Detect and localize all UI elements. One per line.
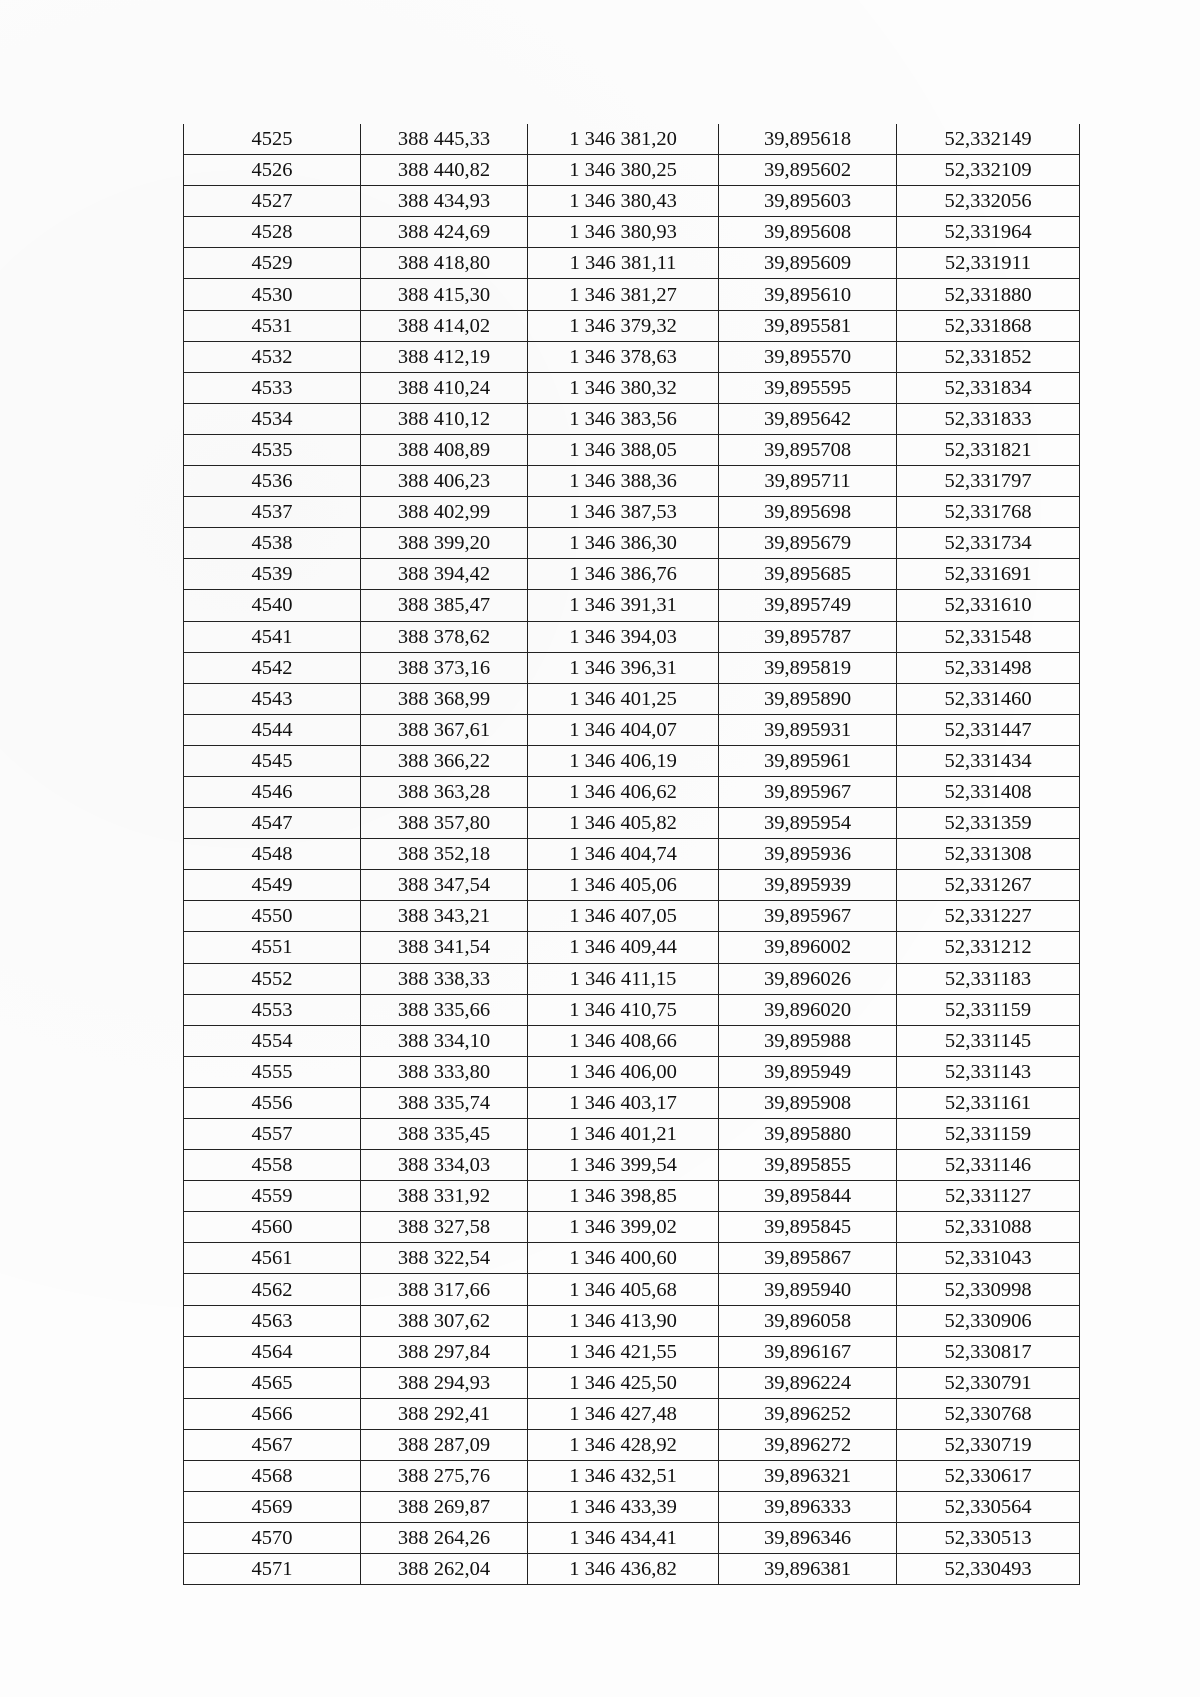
latitude-cell: 52,331161 xyxy=(897,1087,1080,1118)
table-row xyxy=(184,621,1080,652)
table-row xyxy=(184,1243,1080,1274)
y-coordinate-cell: 1 346 380,43 xyxy=(528,186,719,217)
longitude-cell: 39,895931 xyxy=(719,714,897,745)
y-coordinate-cell: 1 346 394,03 xyxy=(528,621,719,652)
x-coordinate-cell: 388 317,66 xyxy=(361,1274,528,1305)
y-coordinate-cell: 1 346 403,17 xyxy=(528,1087,719,1118)
y-coordinate-cell: 1 346 391,31 xyxy=(528,590,719,621)
latitude-cell: 52,331610 xyxy=(897,590,1080,621)
point-number-cell: 4556 xyxy=(184,1087,361,1118)
point-number-cell: 4558 xyxy=(184,1150,361,1181)
x-coordinate-cell: 388 322,54 xyxy=(361,1243,528,1274)
y-coordinate-cell: 1 346 421,55 xyxy=(528,1336,719,1367)
y-coordinate-cell: 1 346 427,48 xyxy=(528,1398,719,1429)
table-row xyxy=(184,1429,1080,1460)
y-coordinate-cell: 1 346 387,53 xyxy=(528,497,719,528)
table-row xyxy=(184,497,1080,528)
table-row xyxy=(184,1367,1080,1398)
point-number-cell: 4526 xyxy=(184,155,361,186)
point-number-cell: 4533 xyxy=(184,372,361,403)
x-coordinate-cell: 388 410,24 xyxy=(361,372,528,403)
longitude-cell: 39,895711 xyxy=(719,466,897,497)
longitude-cell: 39,895642 xyxy=(719,403,897,434)
longitude-cell: 39,895602 xyxy=(719,155,897,186)
x-coordinate-cell: 388 275,76 xyxy=(361,1461,528,1492)
x-coordinate-cell: 388 357,80 xyxy=(361,808,528,839)
latitude-cell: 52,331691 xyxy=(897,559,1080,590)
point-number-cell: 4538 xyxy=(184,528,361,559)
x-coordinate-cell: 388 347,54 xyxy=(361,870,528,901)
longitude-cell: 39,896020 xyxy=(719,994,897,1025)
longitude-cell: 39,895890 xyxy=(719,683,897,714)
point-number-cell: 4571 xyxy=(184,1554,361,1585)
point-number-cell: 4525 xyxy=(184,124,361,155)
longitude-cell: 39,895867 xyxy=(719,1243,897,1274)
longitude-cell: 39,895749 xyxy=(719,590,897,621)
point-number-cell: 4565 xyxy=(184,1367,361,1398)
longitude-cell: 39,896058 xyxy=(719,1305,897,1336)
point-number-cell: 4550 xyxy=(184,901,361,932)
latitude-cell: 52,331880 xyxy=(897,279,1080,310)
longitude-cell: 39,896224 xyxy=(719,1367,897,1398)
point-number-cell: 4544 xyxy=(184,714,361,745)
point-number-cell: 4549 xyxy=(184,870,361,901)
longitude-cell: 39,895844 xyxy=(719,1181,897,1212)
longitude-cell: 39,896026 xyxy=(719,963,897,994)
point-number-cell: 4551 xyxy=(184,932,361,963)
y-coordinate-cell: 1 346 407,05 xyxy=(528,901,719,932)
longitude-cell: 39,895954 xyxy=(719,808,897,839)
latitude-cell: 52,331145 xyxy=(897,1025,1080,1056)
table-row xyxy=(184,870,1080,901)
latitude-cell: 52,331127 xyxy=(897,1181,1080,1212)
y-coordinate-cell: 1 346 425,50 xyxy=(528,1367,719,1398)
point-number-cell: 4560 xyxy=(184,1212,361,1243)
latitude-cell: 52,330719 xyxy=(897,1429,1080,1460)
point-number-cell: 4539 xyxy=(184,559,361,590)
y-coordinate-cell: 1 346 381,27 xyxy=(528,279,719,310)
longitude-cell: 39,895949 xyxy=(719,1056,897,1087)
table-row xyxy=(184,1336,1080,1367)
table-row xyxy=(184,683,1080,714)
point-number-cell: 4566 xyxy=(184,1398,361,1429)
table-row xyxy=(184,528,1080,559)
longitude-cell: 39,895908 xyxy=(719,1087,897,1118)
point-number-cell: 4532 xyxy=(184,341,361,372)
longitude-cell: 39,895570 xyxy=(719,341,897,372)
latitude-cell: 52,330906 xyxy=(897,1305,1080,1336)
point-number-cell: 4534 xyxy=(184,403,361,434)
y-coordinate-cell: 1 346 388,36 xyxy=(528,466,719,497)
longitude-cell: 39,895679 xyxy=(719,528,897,559)
point-number-cell: 4553 xyxy=(184,994,361,1025)
latitude-cell: 52,331408 xyxy=(897,776,1080,807)
point-number-cell: 4546 xyxy=(184,776,361,807)
y-coordinate-cell: 1 346 406,00 xyxy=(528,1056,719,1087)
table-row xyxy=(184,1119,1080,1150)
latitude-cell: 52,331183 xyxy=(897,963,1080,994)
x-coordinate-cell: 388 363,28 xyxy=(361,776,528,807)
y-coordinate-cell: 1 346 401,25 xyxy=(528,683,719,714)
y-coordinate-cell: 1 346 399,02 xyxy=(528,1212,719,1243)
latitude-cell: 52,330564 xyxy=(897,1492,1080,1523)
table-row xyxy=(184,559,1080,590)
point-number-cell: 4562 xyxy=(184,1274,361,1305)
x-coordinate-cell: 388 440,82 xyxy=(361,155,528,186)
latitude-cell: 52,331159 xyxy=(897,994,1080,1025)
y-coordinate-cell: 1 346 404,74 xyxy=(528,839,719,870)
y-coordinate-cell: 1 346 413,90 xyxy=(528,1305,719,1336)
latitude-cell: 52,331434 xyxy=(897,745,1080,776)
point-number-cell: 4545 xyxy=(184,745,361,776)
table-row xyxy=(184,310,1080,341)
latitude-cell: 52,331447 xyxy=(897,714,1080,745)
y-coordinate-cell: 1 346 405,06 xyxy=(528,870,719,901)
y-coordinate-cell: 1 346 388,05 xyxy=(528,434,719,465)
x-coordinate-cell: 388 378,62 xyxy=(361,621,528,652)
point-number-cell: 4536 xyxy=(184,466,361,497)
x-coordinate-cell: 388 334,10 xyxy=(361,1025,528,1056)
point-number-cell: 4542 xyxy=(184,652,361,683)
table-row xyxy=(184,776,1080,807)
latitude-cell: 52,331460 xyxy=(897,683,1080,714)
latitude-cell: 52,331868 xyxy=(897,310,1080,341)
y-coordinate-cell: 1 346 398,85 xyxy=(528,1181,719,1212)
longitude-cell: 39,895787 xyxy=(719,621,897,652)
latitude-cell: 52,331146 xyxy=(897,1150,1080,1181)
table-row xyxy=(184,1305,1080,1336)
table-row xyxy=(184,839,1080,870)
table-row xyxy=(184,1523,1080,1554)
latitude-cell: 52,330768 xyxy=(897,1398,1080,1429)
point-number-cell: 4564 xyxy=(184,1336,361,1367)
table-row xyxy=(184,186,1080,217)
latitude-cell: 52,331143 xyxy=(897,1056,1080,1087)
point-number-cell: 4543 xyxy=(184,683,361,714)
latitude-cell: 52,331911 xyxy=(897,248,1080,279)
longitude-cell: 39,895939 xyxy=(719,870,897,901)
x-coordinate-cell: 388 410,12 xyxy=(361,403,528,434)
point-number-cell: 4563 xyxy=(184,1305,361,1336)
longitude-cell: 39,895988 xyxy=(719,1025,897,1056)
longitude-cell: 39,895880 xyxy=(719,1119,897,1150)
latitude-cell: 52,332149 xyxy=(897,124,1080,155)
point-number-cell: 4530 xyxy=(184,279,361,310)
latitude-cell: 52,331834 xyxy=(897,372,1080,403)
x-coordinate-cell: 388 385,47 xyxy=(361,590,528,621)
longitude-cell: 39,896333 xyxy=(719,1492,897,1523)
y-coordinate-cell: 1 346 381,20 xyxy=(528,124,719,155)
x-coordinate-cell: 388 343,21 xyxy=(361,901,528,932)
point-number-cell: 4568 xyxy=(184,1461,361,1492)
table-row xyxy=(184,745,1080,776)
latitude-cell: 52,331498 xyxy=(897,652,1080,683)
longitude-cell: 39,895845 xyxy=(719,1212,897,1243)
x-coordinate-cell: 388 262,04 xyxy=(361,1554,528,1585)
latitude-cell: 52,331212 xyxy=(897,932,1080,963)
table-row xyxy=(184,155,1080,186)
table-row xyxy=(184,1398,1080,1429)
point-number-cell: 4555 xyxy=(184,1056,361,1087)
y-coordinate-cell: 1 346 381,11 xyxy=(528,248,719,279)
y-coordinate-cell: 1 346 405,82 xyxy=(528,808,719,839)
table-row xyxy=(184,1274,1080,1305)
longitude-cell: 39,895936 xyxy=(719,839,897,870)
y-coordinate-cell: 1 346 432,51 xyxy=(528,1461,719,1492)
table-row xyxy=(184,808,1080,839)
table-row xyxy=(184,901,1080,932)
x-coordinate-cell: 388 415,30 xyxy=(361,279,528,310)
y-coordinate-cell: 1 346 379,32 xyxy=(528,310,719,341)
x-coordinate-cell: 388 406,23 xyxy=(361,466,528,497)
latitude-cell: 52,331227 xyxy=(897,901,1080,932)
y-coordinate-cell: 1 346 410,75 xyxy=(528,994,719,1025)
latitude-cell: 52,331359 xyxy=(897,808,1080,839)
table-row xyxy=(184,1025,1080,1056)
latitude-cell: 52,331833 xyxy=(897,403,1080,434)
table-row xyxy=(184,1461,1080,1492)
x-coordinate-cell: 388 414,02 xyxy=(361,310,528,341)
latitude-cell: 52,330493 xyxy=(897,1554,1080,1585)
x-coordinate-cell: 388 352,18 xyxy=(361,839,528,870)
y-coordinate-cell: 1 346 378,63 xyxy=(528,341,719,372)
x-coordinate-cell: 388 287,09 xyxy=(361,1429,528,1460)
latitude-cell: 52,331548 xyxy=(897,621,1080,652)
longitude-cell: 39,895698 xyxy=(719,497,897,528)
table-row xyxy=(184,652,1080,683)
coordinates-table-body xyxy=(184,124,1080,1585)
point-number-cell: 4554 xyxy=(184,1025,361,1056)
x-coordinate-cell: 388 335,45 xyxy=(361,1119,528,1150)
point-number-cell: 4547 xyxy=(184,808,361,839)
point-number-cell: 4535 xyxy=(184,434,361,465)
latitude-cell: 52,331043 xyxy=(897,1243,1080,1274)
table-row xyxy=(184,279,1080,310)
x-coordinate-cell: 388 334,03 xyxy=(361,1150,528,1181)
y-coordinate-cell: 1 346 434,41 xyxy=(528,1523,719,1554)
point-number-cell: 4531 xyxy=(184,310,361,341)
point-number-cell: 4569 xyxy=(184,1492,361,1523)
x-coordinate-cell: 388 394,42 xyxy=(361,559,528,590)
point-number-cell: 4570 xyxy=(184,1523,361,1554)
table-row xyxy=(184,714,1080,745)
x-coordinate-cell: 388 412,19 xyxy=(361,341,528,372)
table-row xyxy=(184,1492,1080,1523)
latitude-cell: 52,330817 xyxy=(897,1336,1080,1367)
latitude-cell: 52,330513 xyxy=(897,1523,1080,1554)
point-number-cell: 4567 xyxy=(184,1429,361,1460)
latitude-cell: 52,331768 xyxy=(897,497,1080,528)
table-row xyxy=(184,403,1080,434)
x-coordinate-cell: 388 445,33 xyxy=(361,124,528,155)
latitude-cell: 52,331797 xyxy=(897,466,1080,497)
y-coordinate-cell: 1 346 428,92 xyxy=(528,1429,719,1460)
y-coordinate-cell: 1 346 433,39 xyxy=(528,1492,719,1523)
table-row xyxy=(184,994,1080,1025)
longitude-cell: 39,896252 xyxy=(719,1398,897,1429)
longitude-cell: 39,896346 xyxy=(719,1523,897,1554)
latitude-cell: 52,332056 xyxy=(897,186,1080,217)
longitude-cell: 39,895967 xyxy=(719,901,897,932)
longitude-cell: 39,895685 xyxy=(719,559,897,590)
y-coordinate-cell: 1 346 400,60 xyxy=(528,1243,719,1274)
table-row xyxy=(184,1554,1080,1585)
x-coordinate-cell: 388 424,69 xyxy=(361,217,528,248)
x-coordinate-cell: 388 402,99 xyxy=(361,497,528,528)
latitude-cell: 52,330617 xyxy=(897,1461,1080,1492)
point-number-cell: 4527 xyxy=(184,186,361,217)
point-number-cell: 4529 xyxy=(184,248,361,279)
x-coordinate-cell: 388 335,66 xyxy=(361,994,528,1025)
x-coordinate-cell: 388 341,54 xyxy=(361,932,528,963)
table-row xyxy=(184,1181,1080,1212)
y-coordinate-cell: 1 346 386,30 xyxy=(528,528,719,559)
x-coordinate-cell: 388 297,84 xyxy=(361,1336,528,1367)
table-row xyxy=(184,1087,1080,1118)
table-row xyxy=(184,434,1080,465)
longitude-cell: 39,896381 xyxy=(719,1554,897,1585)
point-number-cell: 4557 xyxy=(184,1119,361,1150)
longitude-cell: 39,895609 xyxy=(719,248,897,279)
x-coordinate-cell: 388 292,41 xyxy=(361,1398,528,1429)
longitude-cell: 39,895618 xyxy=(719,124,897,155)
x-coordinate-cell: 388 338,33 xyxy=(361,963,528,994)
longitude-cell: 39,895595 xyxy=(719,372,897,403)
latitude-cell: 52,330791 xyxy=(897,1367,1080,1398)
point-number-cell: 4528 xyxy=(184,217,361,248)
table-row xyxy=(184,466,1080,497)
table-row xyxy=(184,932,1080,963)
y-coordinate-cell: 1 346 383,56 xyxy=(528,403,719,434)
y-coordinate-cell: 1 346 409,44 xyxy=(528,932,719,963)
longitude-cell: 39,896167 xyxy=(719,1336,897,1367)
y-coordinate-cell: 1 346 380,32 xyxy=(528,372,719,403)
table-row xyxy=(184,1056,1080,1087)
x-coordinate-cell: 388 294,93 xyxy=(361,1367,528,1398)
x-coordinate-cell: 388 327,58 xyxy=(361,1212,528,1243)
longitude-cell: 39,896002 xyxy=(719,932,897,963)
y-coordinate-cell: 1 346 404,07 xyxy=(528,714,719,745)
point-number-cell: 4537 xyxy=(184,497,361,528)
longitude-cell: 39,895610 xyxy=(719,279,897,310)
x-coordinate-cell: 388 333,80 xyxy=(361,1056,528,1087)
longitude-cell: 39,895581 xyxy=(719,310,897,341)
longitude-cell: 39,895708 xyxy=(719,434,897,465)
x-coordinate-cell: 388 367,61 xyxy=(361,714,528,745)
point-number-cell: 4540 xyxy=(184,590,361,621)
coordinates-table xyxy=(183,124,1080,1585)
point-number-cell: 4552 xyxy=(184,963,361,994)
x-coordinate-cell: 388 399,20 xyxy=(361,528,528,559)
point-number-cell: 4559 xyxy=(184,1181,361,1212)
y-coordinate-cell: 1 346 380,25 xyxy=(528,155,719,186)
latitude-cell: 52,331852 xyxy=(897,341,1080,372)
longitude-cell: 39,895940 xyxy=(719,1274,897,1305)
x-coordinate-cell: 388 335,74 xyxy=(361,1087,528,1118)
table-row xyxy=(184,248,1080,279)
longitude-cell: 39,895603 xyxy=(719,186,897,217)
table-row xyxy=(184,1150,1080,1181)
table-row xyxy=(184,963,1080,994)
x-coordinate-cell: 388 408,89 xyxy=(361,434,528,465)
y-coordinate-cell: 1 346 436,82 xyxy=(528,1554,719,1585)
x-coordinate-cell: 388 269,87 xyxy=(361,1492,528,1523)
latitude-cell: 52,331088 xyxy=(897,1212,1080,1243)
table-row xyxy=(184,590,1080,621)
point-number-cell: 4561 xyxy=(184,1243,361,1274)
y-coordinate-cell: 1 346 411,15 xyxy=(528,963,719,994)
longitude-cell: 39,895819 xyxy=(719,652,897,683)
y-coordinate-cell: 1 346 396,31 xyxy=(528,652,719,683)
y-coordinate-cell: 1 346 405,68 xyxy=(528,1274,719,1305)
longitude-cell: 39,896272 xyxy=(719,1429,897,1460)
longitude-cell: 39,895967 xyxy=(719,776,897,807)
y-coordinate-cell: 1 346 408,66 xyxy=(528,1025,719,1056)
latitude-cell: 52,331308 xyxy=(897,839,1080,870)
x-coordinate-cell: 388 373,16 xyxy=(361,652,528,683)
table-row xyxy=(184,217,1080,248)
x-coordinate-cell: 388 418,80 xyxy=(361,248,528,279)
longitude-cell: 39,895855 xyxy=(719,1150,897,1181)
table-row xyxy=(184,124,1080,155)
y-coordinate-cell: 1 346 380,93 xyxy=(528,217,719,248)
latitude-cell: 52,330998 xyxy=(897,1274,1080,1305)
y-coordinate-cell: 1 346 399,54 xyxy=(528,1150,719,1181)
x-coordinate-cell: 388 331,92 xyxy=(361,1181,528,1212)
latitude-cell: 52,331159 xyxy=(897,1119,1080,1150)
x-coordinate-cell: 388 366,22 xyxy=(361,745,528,776)
longitude-cell: 39,895608 xyxy=(719,217,897,248)
latitude-cell: 52,332109 xyxy=(897,155,1080,186)
table-row xyxy=(184,341,1080,372)
point-number-cell: 4548 xyxy=(184,839,361,870)
latitude-cell: 52,331821 xyxy=(897,434,1080,465)
latitude-cell: 52,331734 xyxy=(897,528,1080,559)
y-coordinate-cell: 1 346 386,76 xyxy=(528,559,719,590)
x-coordinate-cell: 388 368,99 xyxy=(361,683,528,714)
longitude-cell: 39,896321 xyxy=(719,1461,897,1492)
y-coordinate-cell: 1 346 401,21 xyxy=(528,1119,719,1150)
x-coordinate-cell: 388 264,26 xyxy=(361,1523,528,1554)
table-row xyxy=(184,1212,1080,1243)
x-coordinate-cell: 388 434,93 xyxy=(361,186,528,217)
point-number-cell: 4541 xyxy=(184,621,361,652)
x-coordinate-cell: 388 307,62 xyxy=(361,1305,528,1336)
latitude-cell: 52,331964 xyxy=(897,217,1080,248)
latitude-cell: 52,331267 xyxy=(897,870,1080,901)
y-coordinate-cell: 1 346 406,19 xyxy=(528,745,719,776)
y-coordinate-cell: 1 346 406,62 xyxy=(528,776,719,807)
table-row xyxy=(184,372,1080,403)
longitude-cell: 39,895961 xyxy=(719,745,897,776)
